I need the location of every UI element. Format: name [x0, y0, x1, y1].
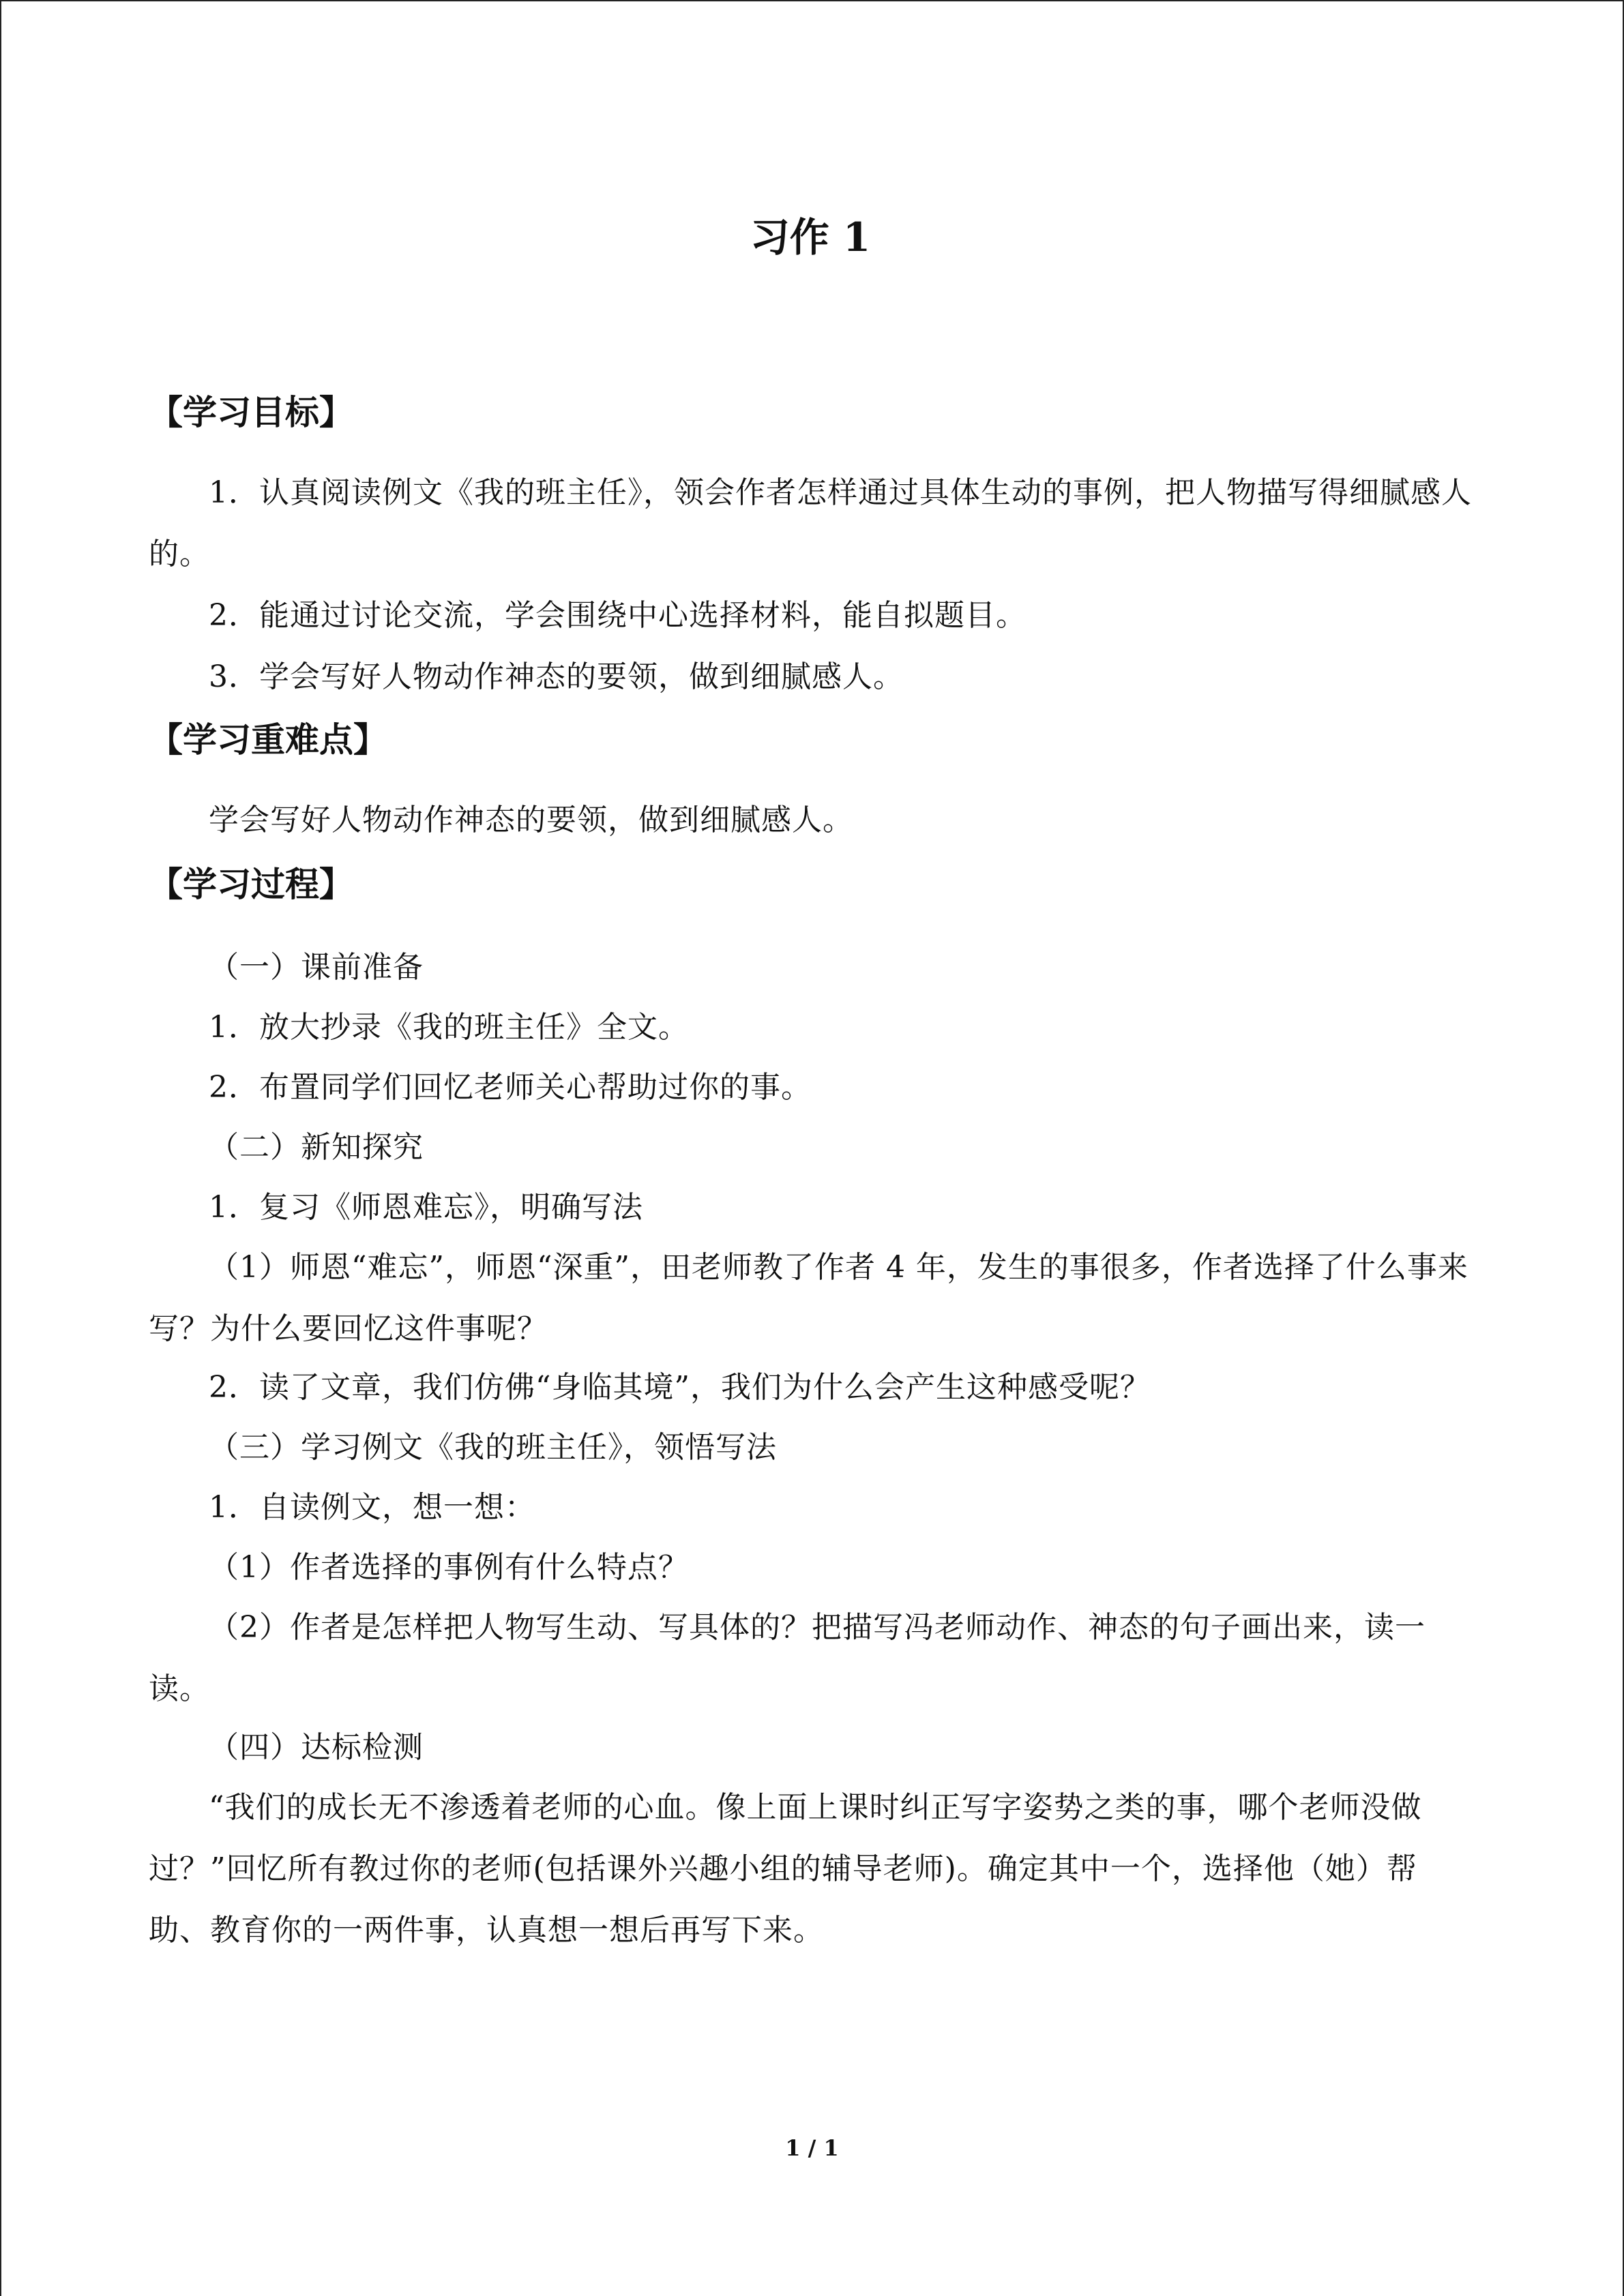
section-heading-process: 【学习过程】 [149, 865, 353, 904]
process-item-1: （一）课前准备 [209, 950, 424, 985]
process-item-10: （1）作者选择的事例有什么特点？ [209, 1550, 689, 1585]
process-item-13: “我们的成长无不渗透着老师的心血。像上面上课时纠正写字姿势之类的事，哪个老师没做过？”回忆所有教过你的老师(包括课外兴趣小组的辅导老师)。确定其中一个，选择他（她）帮助、教育你的一两件事，认真想一想后再写下来。 [149, 1790, 1422, 1948]
process-item-5: 1．复习《师恩难忘》，明确写法 [209, 1190, 643, 1225]
page-number: 1 / 1 [785, 2135, 839, 2161]
process-item-4: （二）新知探究 [209, 1130, 424, 1165]
key-point-item-1: 学会写好人物动作神态的要领，做到细腻感人。 [209, 803, 853, 837]
page-title: 习作 1 [750, 214, 871, 260]
process-item-7: 2．读了文章，我们仿佛“身临其境”，我们为什么会产生这种感受呢？ [209, 1370, 1151, 1405]
process-item-6: （1）师恩“难忘”，师恩“深重”，田老师教了作者 4 年，发生的事很多，作者选择了什么事来写？为什么要回忆这件事呢？ [149, 1250, 1468, 1346]
section-heading-key-points: 【学习重难点】 [149, 720, 387, 760]
process-item-11: （2）作者是怎样把人物写生动、写具体的？把描写冯老师动作、神态的句子画出来，读一读。 [149, 1610, 1426, 1706]
goal-item-1: 1．认真阅读例文《我的班主任》，领会作者怎样通过具体生动的事例，把人物描写得细腻感人的。 [149, 475, 1472, 571]
goal-item-2: 2．能通过讨论交流，学会围绕中心选择材料，能自拟题目。 [209, 598, 1027, 633]
process-item-12: （四）达标检测 [209, 1730, 424, 1765]
process-item-3: 2．布置同学们回忆老师关心帮助过你的事。 [209, 1070, 812, 1105]
process-item-8: （三）学习例文《我的班主任》，领悟写法 [209, 1430, 777, 1465]
process-item-9: 1．自读例文，想一想： [209, 1490, 535, 1525]
goal-item-3: 3．学会写好人物动作神态的要领，做到细腻感人。 [209, 659, 904, 694]
section-heading-goals: 【学习目标】 [149, 393, 353, 432]
process-item-2: 1．放大抄录《我的班主任》全文。 [209, 1010, 689, 1045]
